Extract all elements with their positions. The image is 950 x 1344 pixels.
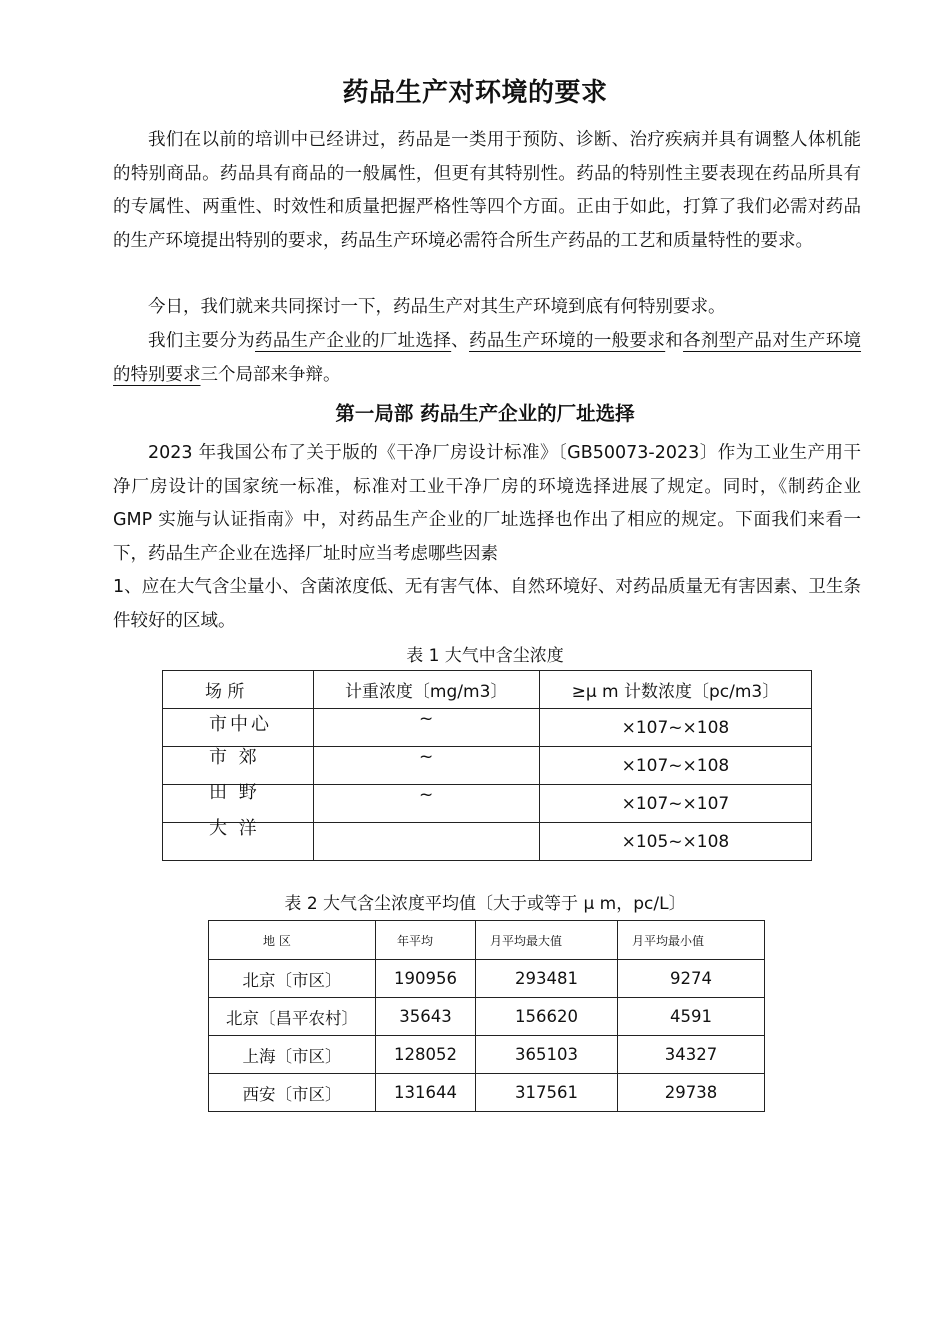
table-row: [209, 921, 765, 960]
table-1-header-place: 场 所: [163, 671, 314, 709]
table-row: [209, 1074, 765, 1112]
intro-paragraph-1: 我们在以前的培训中已经讲过，药品是一类用于预防、诊断、治疗疾病并具有调整人体机能的特别商品。药品具有商品的一般属性，但更有其特别性。药品的特别性主要表现在药品所具有的专属性、两重性、时效性和质量把握严格性等四个方面。正由于如此，打算了我们必需对药品的生产环境提出特别的要求，药品生产环境必需符合所生产药品的工艺和质量特性的要求。: [113, 130, 861, 251]
table-2-header-min: 月平均最小值: [618, 921, 765, 960]
table-2-header-region: 地 区: [209, 921, 376, 960]
table-2-header-max: 月平均最大值: [476, 921, 618, 960]
table-row: [209, 998, 765, 1036]
link-general-requirements[interactable]: 药品生产环境的一般要求: [469, 331, 666, 351]
table-1-cell: ~: [313, 747, 539, 785]
table-2-cell: 34327: [618, 1036, 765, 1074]
table-2-cell: 317561: [476, 1074, 618, 1112]
table-2-header-annual: 年平均: [376, 921, 476, 960]
table-row: [163, 785, 812, 823]
table-row: [209, 960, 765, 998]
intro-p3-sep1: 、: [451, 331, 470, 351]
table-2-cell: 29738: [618, 1074, 765, 1112]
table-2-cell: 4591: [618, 998, 765, 1036]
table-2-cell: 131644: [376, 1074, 476, 1112]
table-2-cell: 365103: [476, 1036, 618, 1074]
table-1-cell: ~: [313, 709, 539, 747]
table-1-caption: 表 1 大气中含尘浓度: [406, 646, 564, 666]
table-1-cell: ~: [313, 785, 539, 823]
table-row: [209, 1036, 765, 1074]
table-1-cell: ×107~×107: [539, 785, 811, 823]
table-1-place-label: 大 洋: [209, 818, 260, 839]
table-2-cell: 156620: [476, 998, 618, 1036]
table-2-cell: 293481: [476, 960, 618, 998]
table-2-cell: 上海〔市区〕: [209, 1036, 376, 1074]
document-title: 药品生产对环境的要求: [342, 78, 608, 108]
table-1-header-count: ≥μ m 计数浓度〔pc/m3〕: [539, 671, 811, 709]
table-1-cell: ×107~×108: [539, 747, 811, 785]
table-1-place-label: 市中心: [209, 714, 272, 735]
table-2-cell: 9274: [618, 960, 765, 998]
table-2-cell: 35643: [376, 998, 476, 1036]
section-1-paragraph: 2023 年我国公布了关于版的《干净厂房设计标准》〔GB50073-2023〕作为工业生产用干净厂房设计的国家统一标准，标准对工业干净厂房的环境选择进展了规定。同时，《制药企业 GMP 实施与认证指南》中，对药品生产企业的厂址选择也作出了相应的规定。下面我们来看一下，药品生产企业在选择厂址时应当考虑哪些因素: [113, 443, 861, 564]
table-row: [163, 823, 812, 861]
table-2-cell: 128052: [376, 1036, 476, 1074]
table-1-cell: [313, 823, 539, 861]
table-1-cell: ×105~×108: [539, 823, 811, 861]
section-1-item-1: 1、应在大气含尘量小、含菌浓度低、无有害气体、自然环境好、对药品质量无有害因素、卫生条件较好的区域。: [113, 577, 861, 631]
table-2-cell: 北京〔昌平农村〕: [209, 998, 376, 1036]
table-2-cell: 190956: [376, 960, 476, 998]
intro-p3-sep2: 和: [665, 331, 684, 351]
table-1-place-label: 市 郊: [209, 747, 260, 768]
table-1-header-weight: 计重浓度〔mg/m3〕: [313, 671, 539, 709]
table-2-cell: 北京〔市区〕: [209, 960, 376, 998]
table-2: [208, 920, 765, 1112]
table-1-cell: ×107~×108: [539, 709, 811, 747]
link-dosage-requirements[interactable]: 各剂型产品对生产环境的特别要求: [113, 331, 862, 385]
table-2-cell: 西安〔市区〕: [209, 1074, 376, 1112]
section-1-heading: 第一局部 药品生产企业的厂址选择: [335, 402, 635, 425]
table-row: [163, 747, 812, 785]
intro-paragraph-2: 今日，我们就来共同探讨一下，药品生产对其生产环境到底有何特别要求。: [148, 297, 726, 317]
intro-p3-tail: 三个局部来争辩。: [200, 364, 341, 385]
table-2-caption: 表 2 大气含尘浓度平均值〔大于或等于 μ m，pc/L〕: [284, 894, 686, 914]
intro-paragraph-3: [113, 325, 861, 392]
link-site-selection[interactable]: 药品生产企业的厂址选择: [255, 331, 452, 351]
table-1-place-label: 田 野: [209, 782, 260, 803]
table-row: [163, 671, 812, 709]
intro-p3-lead: 我们主要分为: [148, 331, 255, 351]
